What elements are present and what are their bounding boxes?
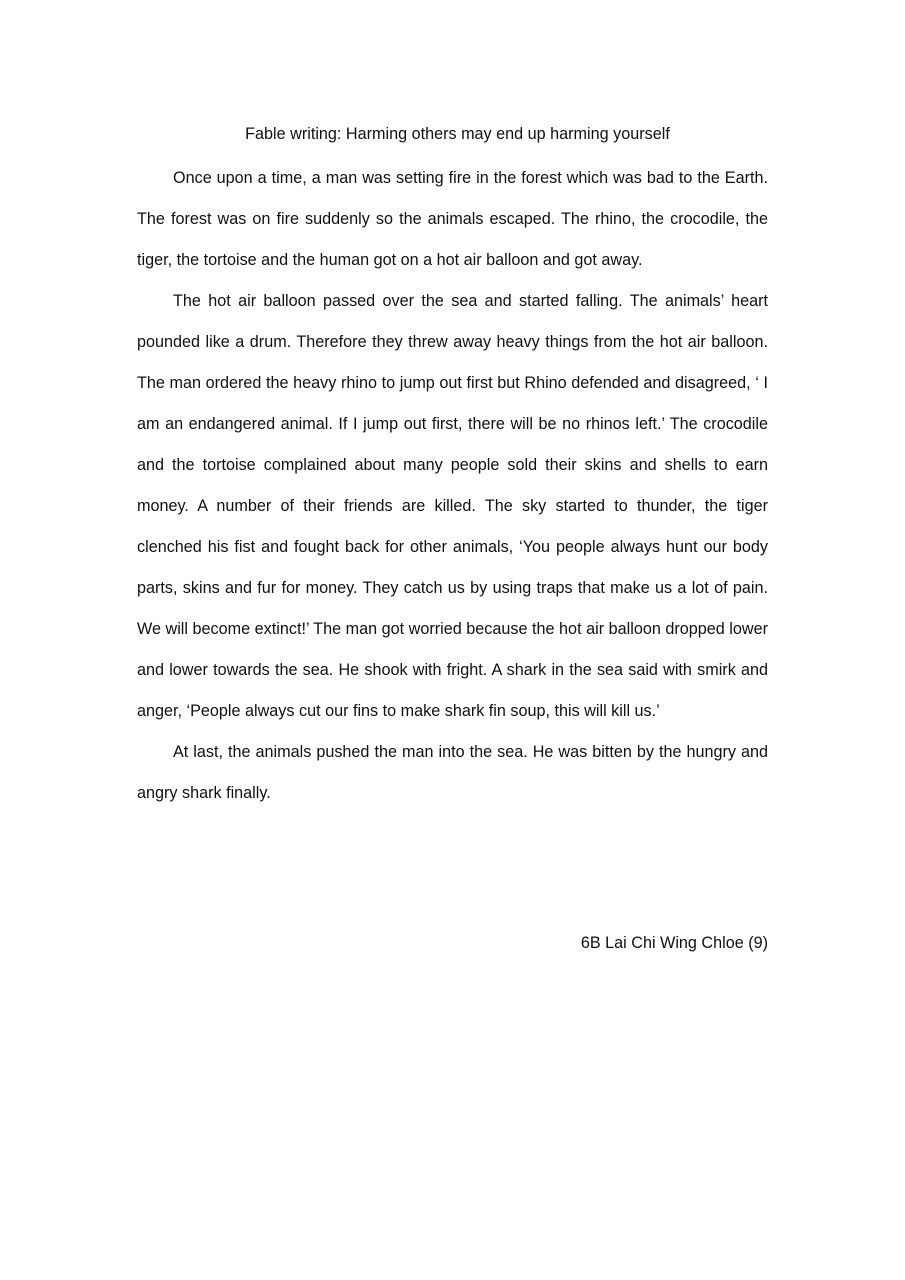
document-title: Fable writing: Harming others may end up harming yourself bbox=[245, 125, 670, 143]
document-body bbox=[137, 120, 768, 814]
author-signature: 6B Lai Chi Wing Chloe (9) bbox=[580, 934, 768, 952]
paragraph-2: The hot air balloon passed over the sea and started falling. The animals’ heart pounded like a drum. Therefore they threw away heavy things from the hot air balloon. The man ordered the heavy rhino to jump out first but Rhino defended and disagreed, ‘ I am an endangered animal. If I jump out first, there will be no rhinos left.’ The crocodile and the tortoise complained about many people sold their skins and shells to earn money. A number of their friends are killed. The sky started to thunder, the tiger clenched his fist and fought back for other animals, ‘You people always hunt our body parts, skins and fur for money. They catch us by using traps that make us a lot of pain. We will become extinct!’ The man got worried because the hot air balloon dropped lower and lower towards the sea. He shook with fright. A shark in the sea said with smirk and anger, ‘People always cut our fins to make shark fin soup, this will kill us.’ bbox=[137, 292, 768, 720]
paragraph-3: At last, the animals pushed the man into the sea. He was bitten by the hungry and angry shark finally. bbox=[137, 743, 768, 802]
paragraph-1: Once upon a time, a man was setting fire in the forest which was bad to the Earth. The forest was on fire suddenly so the animals escaped. The rhino, the crocodile, the tiger, the tortoise and the human got on a hot air balloon and got away. bbox=[137, 169, 768, 269]
